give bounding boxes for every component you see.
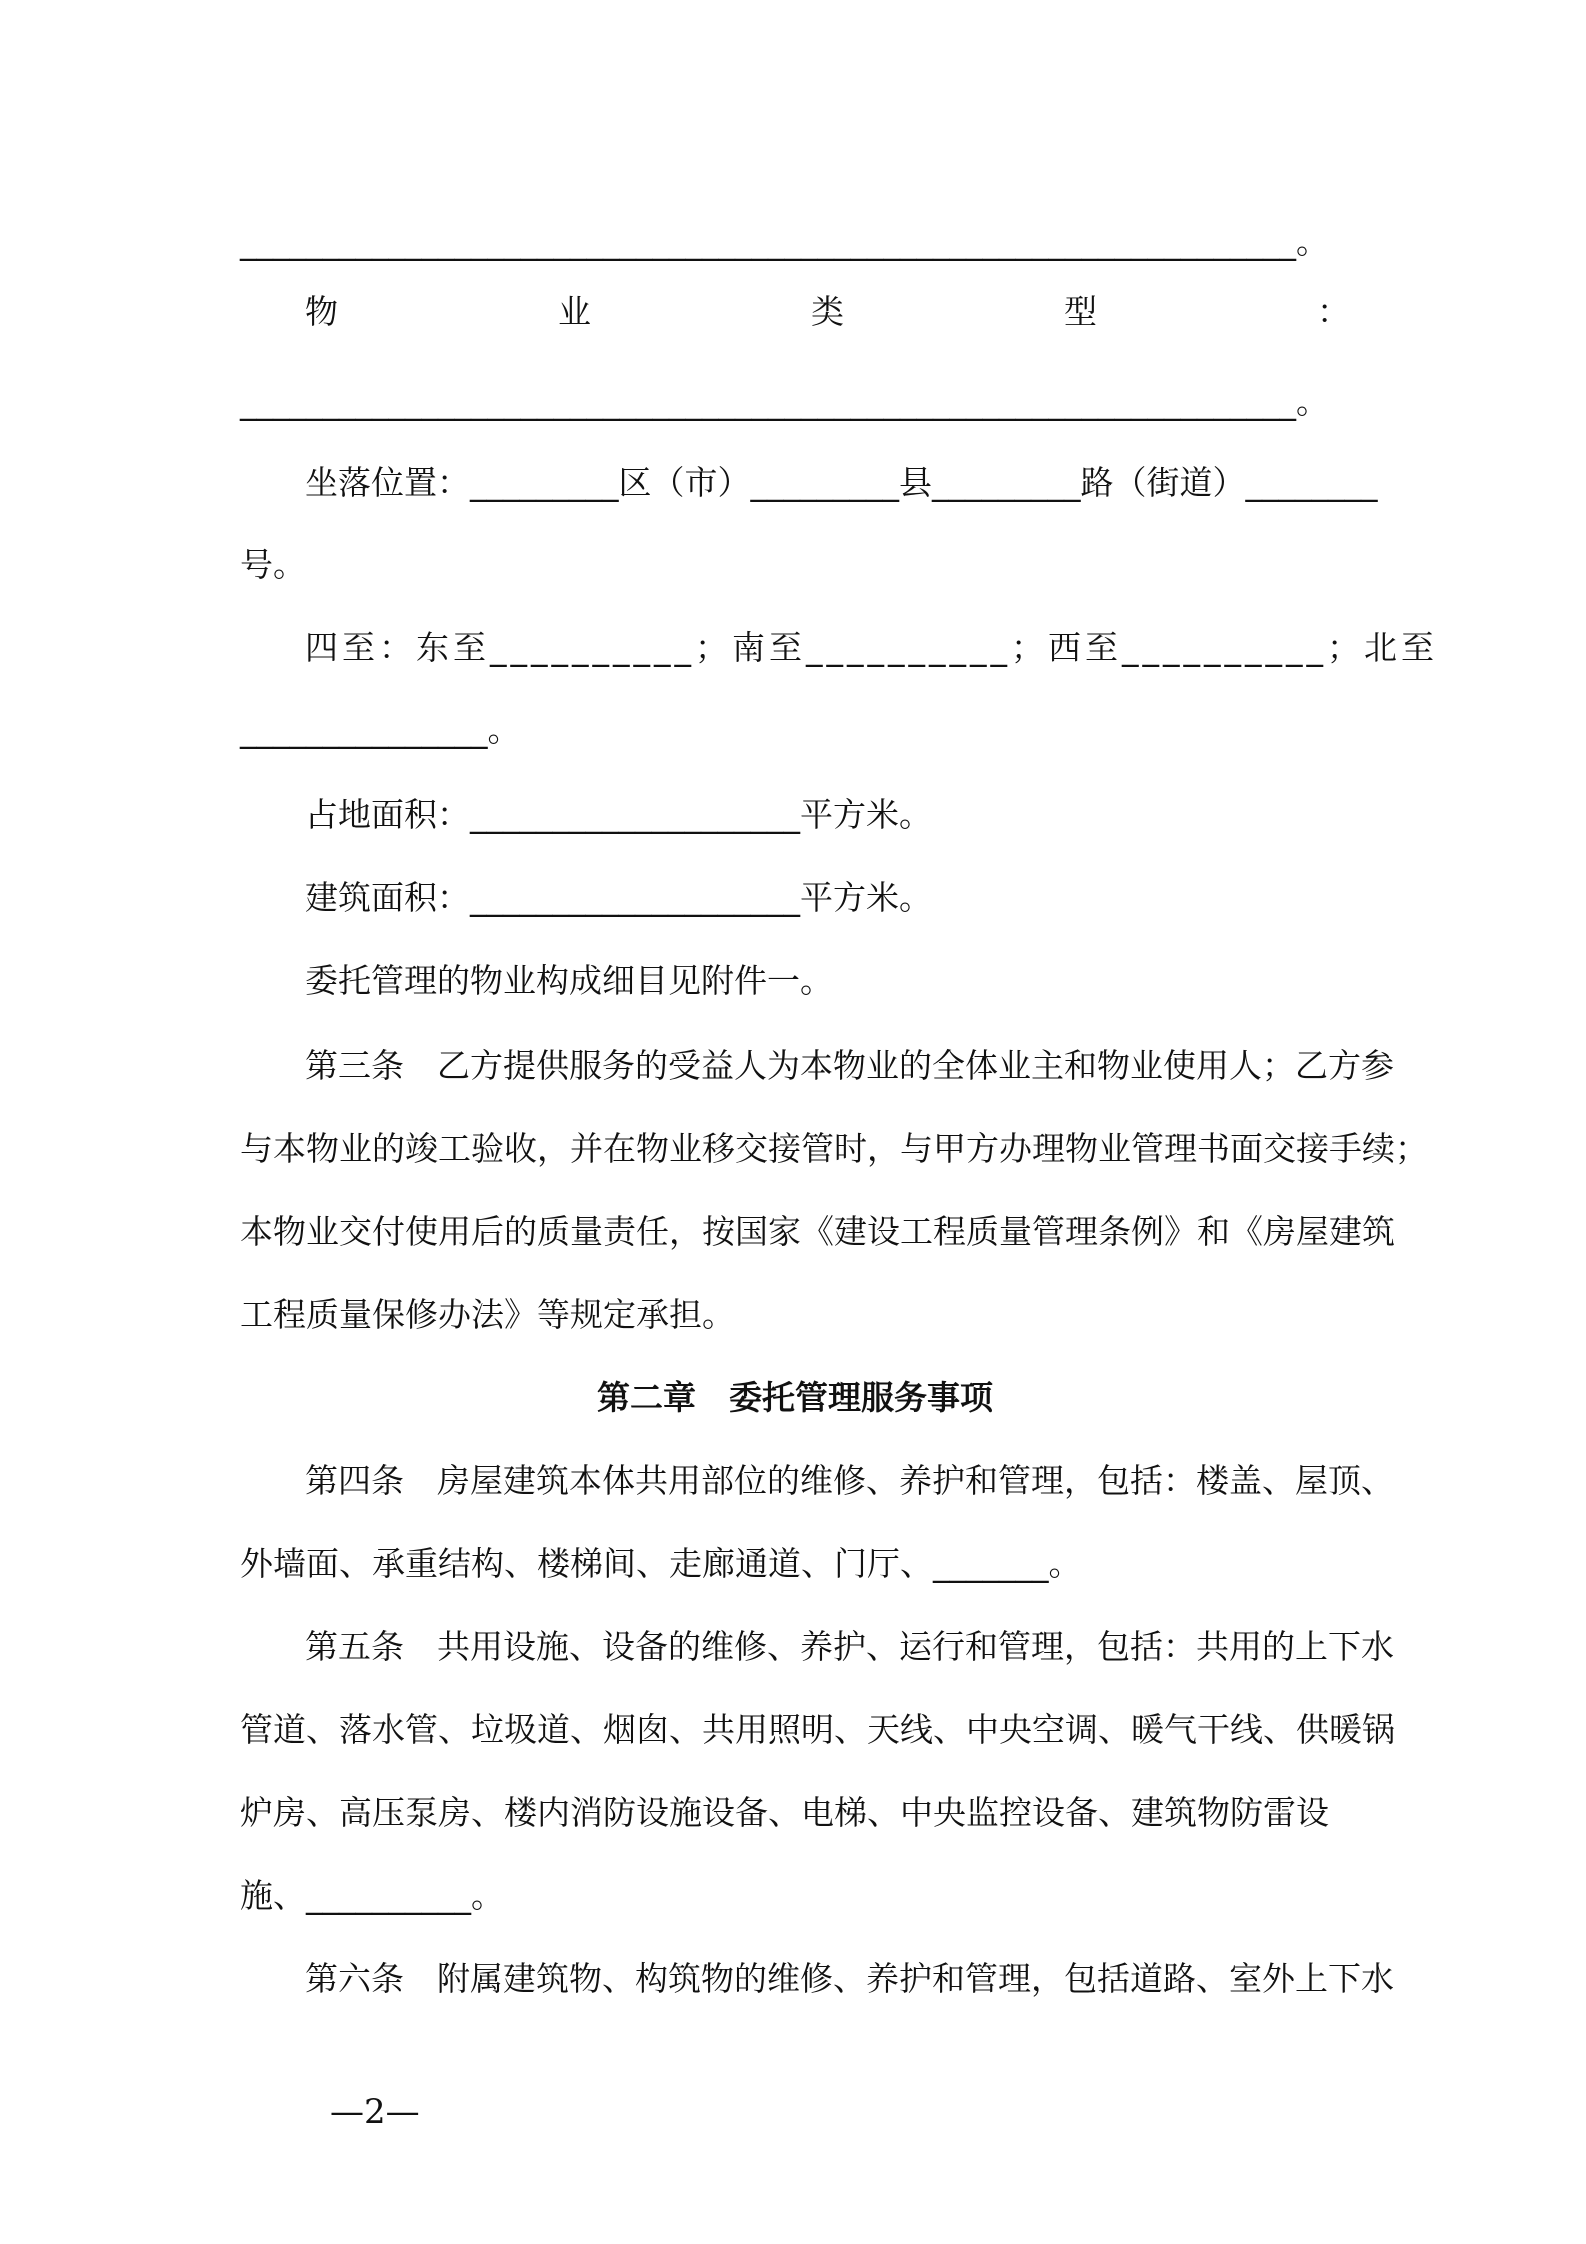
article-5-line-3: 炉房、高压泵房、楼内消防设施设备、电梯、中央监控设备、建筑物防雷设: [240, 1793, 1329, 1832]
location-line-end: 号。: [240, 545, 306, 584]
chapter-2-heading: 第二章 委托管理服务事项: [597, 1378, 993, 1417]
blank-line: ________________________________________________________________。: [240, 222, 1329, 261]
article-5-line-4: 施、__________。: [240, 1876, 504, 1915]
property-type-char: ：: [1317, 292, 1350, 331]
article-5-line-1: 第五条 共用设施、设备的维修、养护、运行和管理，包括：共用的上下水: [305, 1627, 1394, 1666]
page-number: —2—: [330, 2092, 420, 2132]
article-3-line-4: 工程质量保修办法》等规定承担。: [240, 1295, 735, 1334]
boundaries-line-end: _______________。: [240, 710, 521, 749]
building-area-line: 建筑面积：____________________平方米。: [305, 878, 932, 917]
property-type-char: 业: [558, 292, 591, 331]
property-type-char: 物: [305, 292, 338, 331]
boundaries-line: 四至：东至__________；南至__________；西至__________；北至: [305, 628, 1438, 667]
article-3-line-2: 与本物业的竣工验收，并在物业移交接管时，与甲方办理物业管理书面交接手续；: [240, 1129, 1428, 1168]
article-6-line-1: 第六条 附属建筑物、构筑物的维修、养护和管理，包括道路、室外上下水: [305, 1959, 1394, 1998]
blank-line: ________________________________________________________________。: [240, 382, 1329, 421]
attachment-note: 委托管理的物业构成细目见附件一。: [305, 961, 833, 1000]
property-type-label: [305, 292, 1350, 332]
property-type-char: 类: [811, 292, 844, 331]
property-type-char: 型: [1064, 292, 1097, 331]
article-4-line-1: 第四条 房屋建筑本体共用部位的维修、养护和管理，包括：楼盖、屋顶、: [305, 1461, 1394, 1500]
article-5-line-2: 管道、落水管、垃圾道、烟囱、共用照明、天线、中央空调、暖气干线、供暖锅: [240, 1710, 1395, 1749]
land-area-line: 占地面积：____________________平方米。: [305, 795, 932, 834]
article-3-line-3: 本物业交付使用后的质量责任，按国家《建设工程质量管理条例》和《房屋建筑: [240, 1212, 1395, 1251]
article-3-line-1: 第三条 乙方提供服务的受益人为本物业的全体业主和物业使用人；乙方参: [305, 1046, 1394, 1085]
article-4-line-2: 外墙面、承重结构、楼梯间、走廊通道、门厅、_______。: [240, 1544, 1082, 1583]
location-line: 坐落位置：_________区（市）_________县_________路（街道）________: [305, 463, 1378, 502]
